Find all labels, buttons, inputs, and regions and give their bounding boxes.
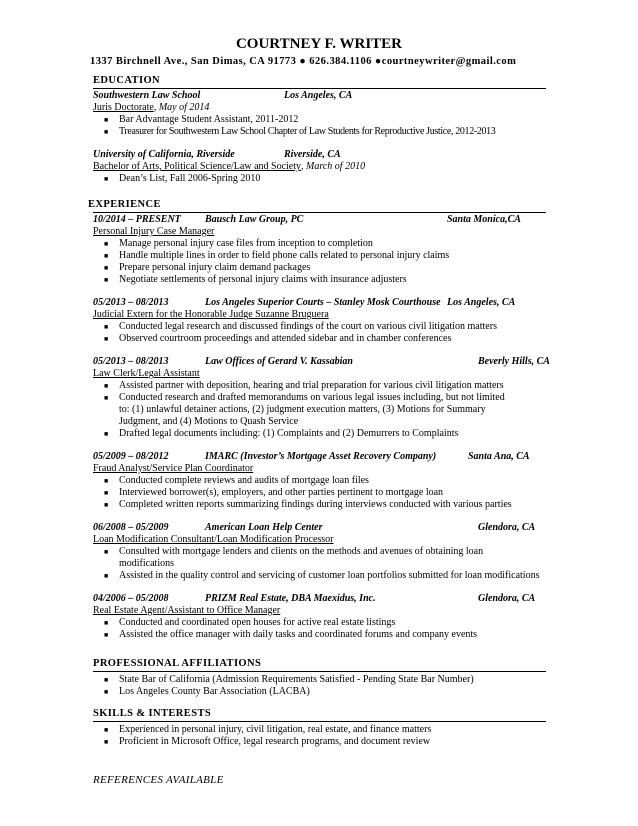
bullet-icon: ■ bbox=[104, 264, 109, 272]
affiliations-section bbox=[93, 658, 546, 698]
job-entry bbox=[93, 522, 546, 582]
list-item: ■ Prepare personal injury claim demand packages bbox=[104, 262, 311, 273]
references-note: REFERENCES AVAILABLE bbox=[93, 774, 224, 786]
job-employer: Law Offices of Gerard V. Kassabian bbox=[205, 356, 353, 367]
job-location: Beverly Hills, CA bbox=[478, 356, 550, 367]
job-location: Glendora, CA bbox=[478, 593, 536, 604]
job-entry bbox=[93, 593, 546, 641]
bullet-icon: ■ bbox=[104, 688, 109, 696]
candidate-name: COURTNEY F. WRITER bbox=[235, 36, 403, 52]
job-entry bbox=[93, 297, 546, 345]
job-employer: PRIZM Real Estate, DBA Maexidus, Inc. bbox=[205, 593, 376, 604]
job-bullets bbox=[93, 617, 546, 641]
degree: Bachelor of Arts, Political Science/Law and Society bbox=[93, 161, 301, 172]
job-employer: Bausch Law Group, PC bbox=[205, 214, 304, 225]
job-header bbox=[93, 356, 550, 368]
job-location: Los Angeles, CA bbox=[447, 297, 516, 308]
job-location: Santa Monica,CA bbox=[447, 214, 521, 225]
list-item: ■ Proficient in Microsoft Office, legal research programs, and document review bbox=[104, 736, 431, 747]
experience-section bbox=[93, 212, 550, 641]
job-list bbox=[93, 214, 550, 641]
job-header bbox=[93, 593, 546, 605]
list-item: ■ Conducted research and drafted memorandums on various legal issues including, but not limited bbox=[104, 392, 505, 403]
school-bullets bbox=[93, 114, 546, 138]
list-item: ■ Observed courtroom proceedings and attended sidebar and in chamber conferences bbox=[104, 333, 452, 344]
job-bullets bbox=[93, 380, 546, 440]
bullet-icon: ■ bbox=[104, 128, 108, 136]
list-item-continuation: to: (1) unlawful detainer actions, (2) judgment execution matters, (3) Motions for Summary bbox=[119, 404, 486, 415]
bullet-icon: ■ bbox=[104, 430, 109, 438]
job-employer: American Loan Help Center bbox=[205, 522, 323, 533]
education-heading: EDUCATION bbox=[93, 75, 546, 89]
bullet-icon: ■ bbox=[104, 240, 109, 248]
list-item: ■ Assisted the office manager with daily tasks and coordinated forums and company events bbox=[104, 629, 478, 640]
job-employer: IMARC (Investor’s Mortgage Asset Recovery Company) bbox=[205, 451, 437, 462]
bullet-icon: ■ bbox=[104, 619, 109, 627]
bullet-icon: ■ bbox=[104, 548, 109, 556]
list-item: ■ Negotiate settlements of personal injury claims with insurance adjusters bbox=[104, 274, 407, 285]
list-item-continuation: Judgment, and (4) Motions to Quash Service bbox=[119, 416, 299, 427]
list-item: ■ Drafted legal documents including: (1) Complaints and (2) Demurrers to Complaints bbox=[104, 428, 459, 439]
job-title: Fraud Analyst/Service Plan Coordinator bbox=[93, 463, 254, 474]
job-bullets bbox=[93, 321, 546, 345]
list-item: ■ Assisted in the quality control and servicing of customer loan portfolios submitted for loan modifications bbox=[104, 570, 540, 581]
school-location: Los Angeles, CA bbox=[284, 90, 353, 101]
job-dates: 05/2013 – 08/2013 bbox=[93, 297, 169, 308]
job-title: Law Clerk/Legal Assistant bbox=[93, 368, 200, 379]
bullet-icon: ■ bbox=[104, 676, 109, 684]
list-item: ■ Dean’s List, Fall 2006-Spring 2010 bbox=[104, 173, 261, 184]
job-bullets bbox=[93, 238, 546, 286]
job-location: Santa Ana, CA bbox=[468, 451, 530, 462]
school-name: University of California, Riverside bbox=[93, 149, 235, 160]
school-name: Southwestern Law School bbox=[93, 90, 201, 101]
job-bullets bbox=[93, 546, 546, 582]
bullet-icon: ■ bbox=[104, 116, 109, 124]
degree: Juris Doctorate bbox=[93, 102, 154, 113]
list-item: ■ Bar Advantage Student Assistant, 2011-2012 bbox=[104, 114, 299, 125]
degree-line bbox=[93, 161, 546, 173]
skills-list bbox=[93, 724, 546, 748]
job-entry bbox=[93, 451, 546, 511]
skills-heading: SKILLS & INTERESTS bbox=[93, 708, 546, 722]
bullet-icon: ■ bbox=[104, 382, 109, 390]
bullet-icon: ■ bbox=[104, 489, 109, 497]
bullet-icon: ■ bbox=[104, 631, 109, 639]
bullet-icon: ■ bbox=[104, 477, 109, 485]
school-header bbox=[93, 90, 546, 102]
job-header bbox=[93, 214, 546, 226]
job-bullets bbox=[93, 475, 546, 511]
list-item: ■ Conducted and coordinated open houses for active real estate listings bbox=[104, 617, 396, 628]
contact-line: 1337 Birchnell Ave., San Dimas, CA 91773 ● 626.384.1106 ●courtneywriter@gmail.com bbox=[90, 56, 517, 67]
job-dates: 10/2014 – PRESENT bbox=[93, 214, 181, 225]
school-header bbox=[93, 149, 546, 161]
job-entry bbox=[93, 214, 546, 286]
list-item-continuation: modifications bbox=[119, 558, 174, 569]
affiliations-list bbox=[93, 674, 546, 698]
list-item: ■ Los Angeles County Bar Association (LACBA) bbox=[104, 686, 310, 697]
bullet-icon: ■ bbox=[104, 738, 109, 746]
job-location: Glendora, CA bbox=[478, 522, 536, 533]
job-dates: 05/2009 – 08/2012 bbox=[93, 451, 169, 462]
bullet-icon: ■ bbox=[104, 276, 109, 284]
job-title: Real Estate Agent/Assistant to Office Manager bbox=[93, 605, 281, 616]
degree-line bbox=[93, 102, 546, 114]
bullet-icon: ■ bbox=[104, 175, 109, 183]
list-item: ■ Assisted partner with deposition, hearing and trial preparation for various civil litigation matters bbox=[104, 380, 504, 391]
job-header bbox=[93, 522, 546, 534]
job-dates: 04/2006 – 05/2008 bbox=[93, 593, 169, 604]
bullet-icon: ■ bbox=[104, 323, 109, 331]
bullet-icon: ■ bbox=[104, 501, 109, 509]
job-dates: 05/2013 – 08/2013 bbox=[93, 356, 169, 367]
list-item: ■ Conducted legal research and discussed findings of the court on various civil litigation matters bbox=[104, 321, 497, 332]
list-item: ■ Handle multiple lines in order to field phone calls related to personal injury claims bbox=[104, 250, 450, 261]
school-bullets bbox=[93, 173, 546, 185]
bullet-icon: ■ bbox=[104, 394, 109, 402]
list-item: ■ Completed written reports summarizing findings during interviews conducted with various parties bbox=[104, 499, 512, 510]
list-item: ■ State Bar of California (Admission Requirements Satisfied - Pending State Bar Number) bbox=[104, 674, 474, 685]
bullet-icon: ■ bbox=[104, 252, 109, 260]
list-item: ■ Conducted complete reviews and audits of mortgage loan files bbox=[104, 475, 369, 486]
degree-date: , May of 2014 bbox=[153, 102, 210, 113]
education-section bbox=[93, 75, 546, 185]
job-header bbox=[93, 451, 546, 463]
list-item: ■ Consulted with mortgage lenders and clients on the methods and avenues of obtaining loan bbox=[104, 546, 484, 557]
job-title: Personal Injury Case Manager bbox=[93, 226, 215, 237]
degree-date: , March of 2010 bbox=[301, 161, 366, 172]
skills-section bbox=[93, 708, 546, 748]
experience-heading: EXPERIENCE bbox=[88, 199, 161, 210]
job-header bbox=[93, 297, 546, 309]
school-location: Riverside, CA bbox=[284, 149, 341, 160]
affiliations-heading: PROFESSIONAL AFFILIATIONS bbox=[93, 658, 546, 672]
list-item: ■ Treasurer for Southwestern Law School Chapter of Law Students for Reproductive Justice, 2012-2013 bbox=[104, 126, 496, 137]
list-item: ■ Manage personal injury case files from inception to completion bbox=[104, 238, 373, 249]
bullet-icon: ■ bbox=[104, 572, 109, 580]
list-item: ■ Experienced in personal injury, civil litigation, real estate, and finance matters bbox=[104, 724, 432, 735]
list-item: ■ Interviewed borrower(s), employers, and other parties pertinent to mortgage loan bbox=[104, 487, 444, 498]
job-dates: 06/2008 – 05/2009 bbox=[93, 522, 169, 533]
job-title: Loan Modification Consultant/Loan Modification Processor bbox=[93, 534, 334, 545]
job-entry bbox=[93, 356, 550, 440]
bullet-icon: ■ bbox=[104, 726, 109, 734]
bullet-icon: ■ bbox=[104, 335, 109, 343]
job-employer: Los Angeles Superior Courts – Stanley Mosk Courthouse bbox=[205, 297, 441, 308]
job-title: Judicial Extern for the Honorable Judge Suzanne Bruguera bbox=[93, 309, 329, 320]
